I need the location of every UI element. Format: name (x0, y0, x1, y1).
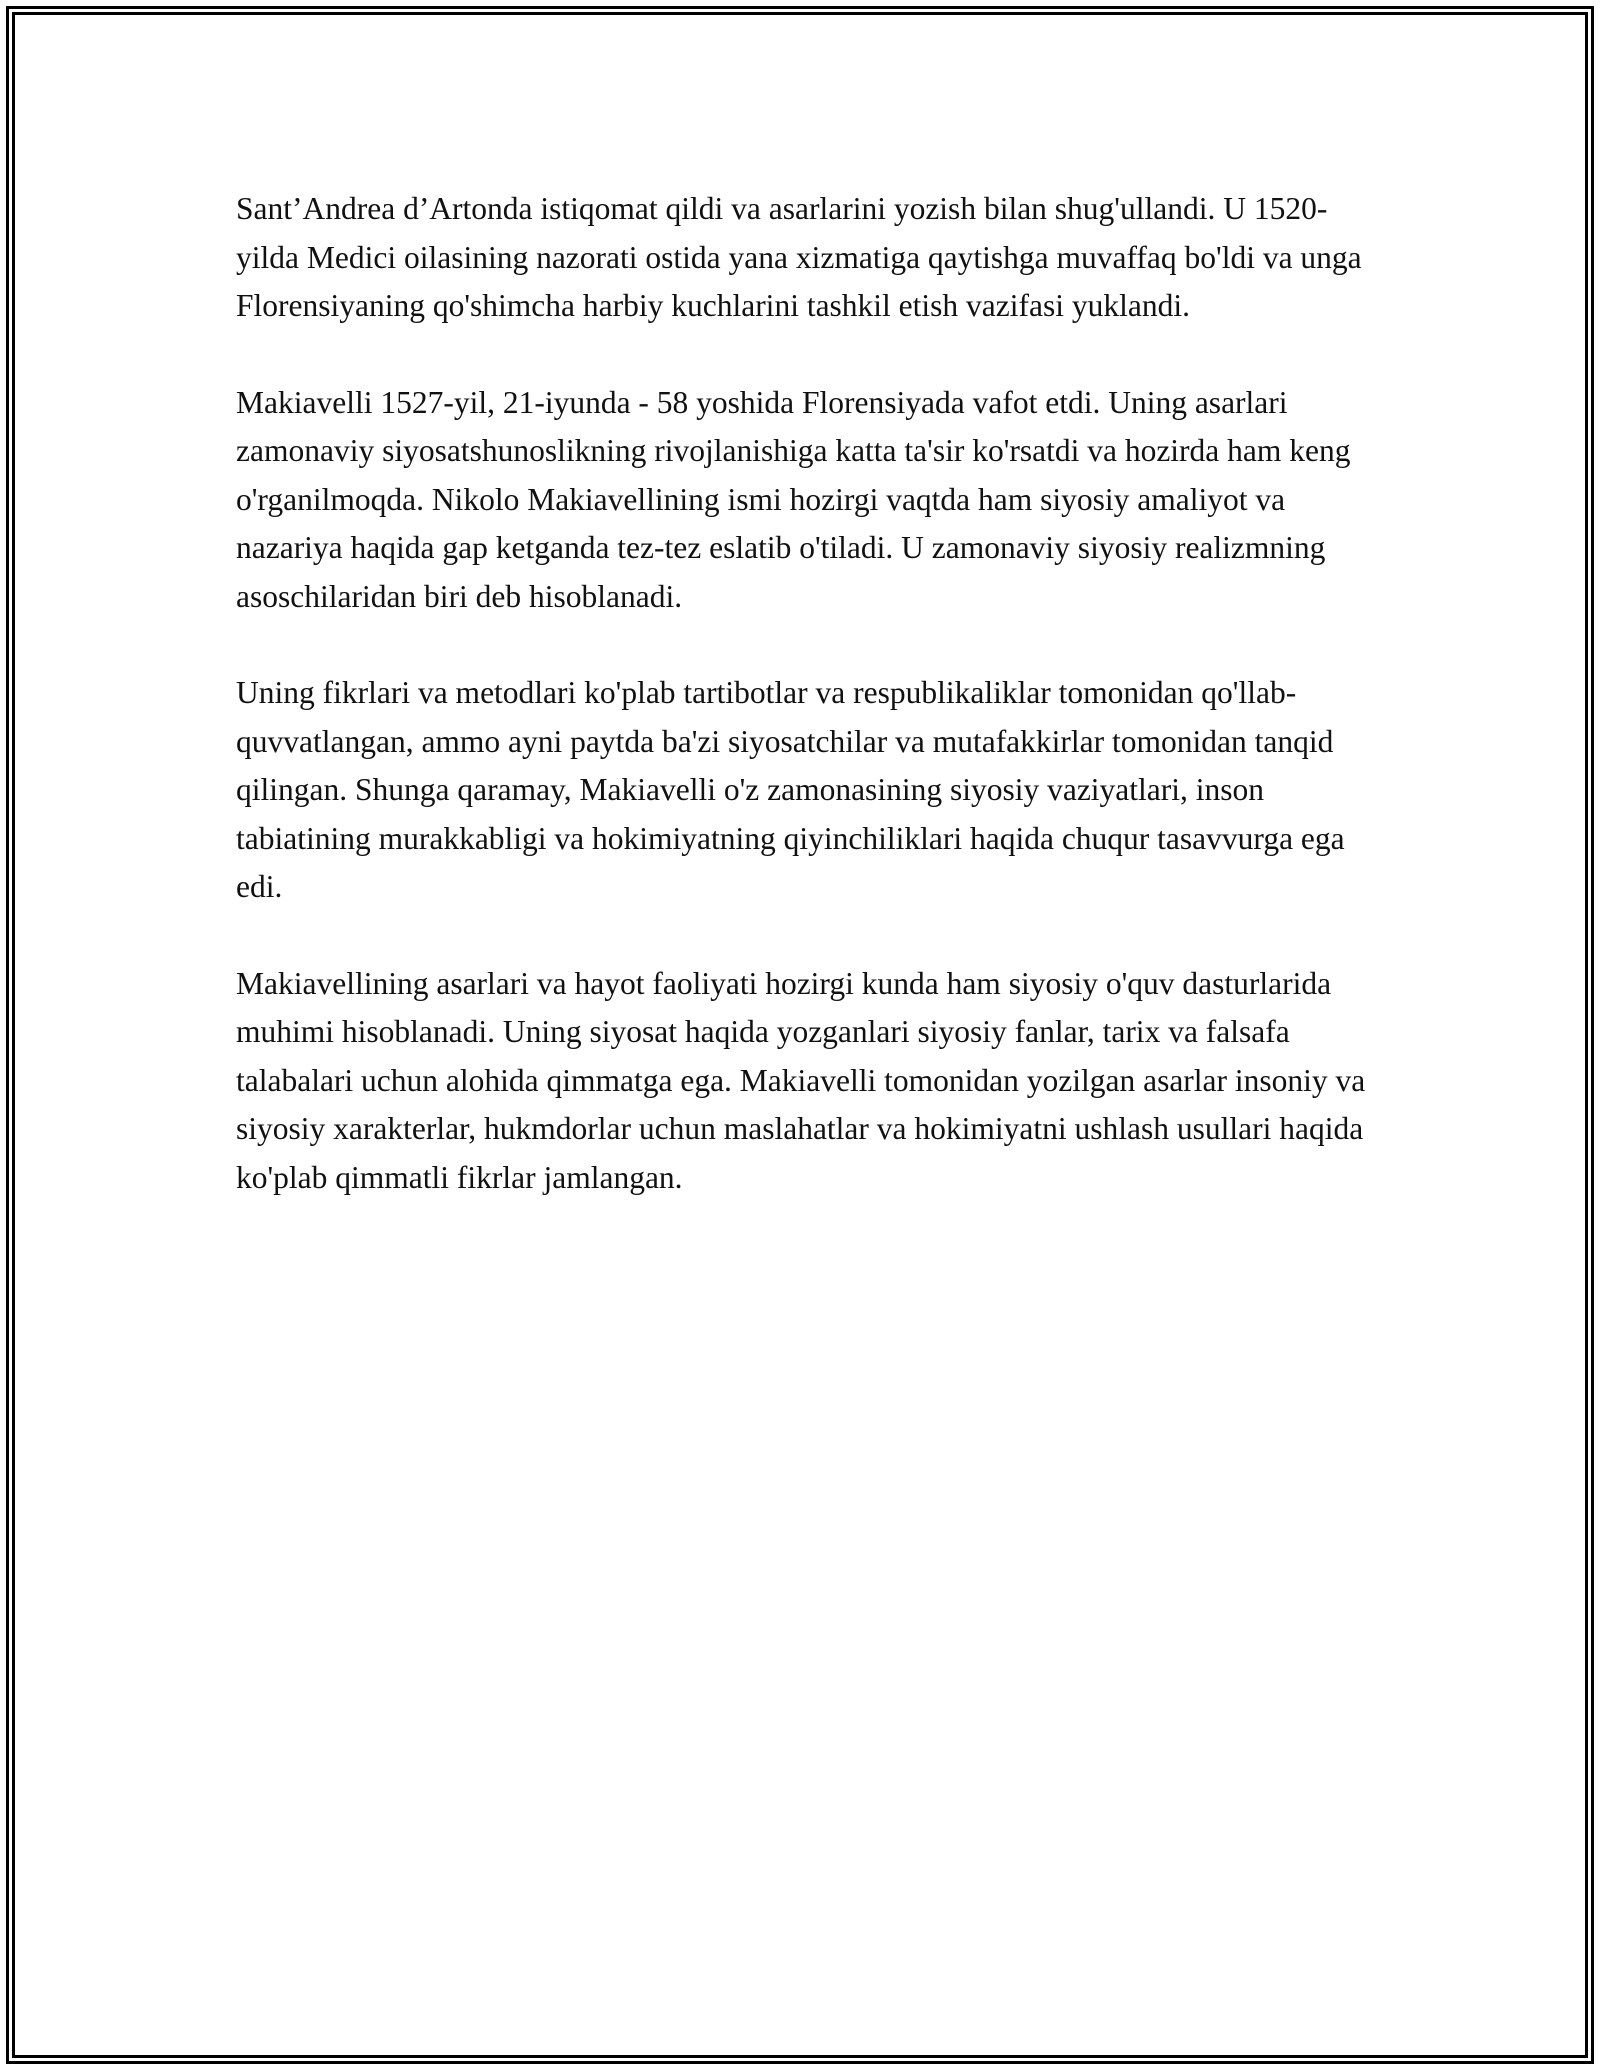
document-body (236, 185, 1376, 1250)
paragraph-1: Sant’Andrea d’Artonda istiqomat qildi va asarlarini yozish bilan shug'ullandi. U 1520-yilda Medici oilasining nazorati ostida yana xizmatiga qaytishga muvaffaq bo'ldi va unga Florensiyaning qo'shimcha harbiy kuchlarini tashkil etish vazifasi yuklandi. (236, 191, 1362, 323)
paragraph-4: Makiavellining asarlari va hayot faoliyati hozirgi kunda ham siyosiy o'quv dasturlarida muhimi hisoblanadi. Uning siyosat haqida yozganlari siyosiy fanlar, tarix va falsafa talabalari uchun alohida qimmatga ega. Makiavelli tomonidan yozilgan asarlar insoniy va siyosiy xarakterlar, hukmdorlar uchun maslahatlar va hokimiyatni ushlash usullari haqida ko'plab qimmatli fikrlar jamlangan. (236, 965, 1366, 1195)
paragraph-2: Makiavelli 1527-yil, 21-iyunda - 58 yoshida Florensiyada vafot etdi. Uning asarlari zamonaviy siyosatshunoslikning rivojlanishiga katta ta'sir ko'rsatdi va hozirda ham keng o'rganilmoqda. Nikolo Makiavellining ismi hozirgi vaqtda ham siyosiy amaliyot va nazariya haqida gap ketganda tez-tez eslatib o'tiladi. U zamonaviy siyosiy realizmning asoschilaridan biri deb hisoblanadi. (236, 384, 1351, 614)
paragraph-3: Uning fikrlari va metodlari ko'plab tartibotlar va respublikaliklar tomonidan qo'llab-quvvatlangan, ammo ayni paytda ba'zi siyosatchilar va mutafakkirlar tomonidan tanqid qilingan. Shunga qaramay, Makiavelli o'z zamonasining siyosiy vaziyatlari, inson tabiatining murakkabligi va hokimiyatning qiyinchiliklari haqida chuqur tasavvurga ega edi. (236, 675, 1345, 904)
